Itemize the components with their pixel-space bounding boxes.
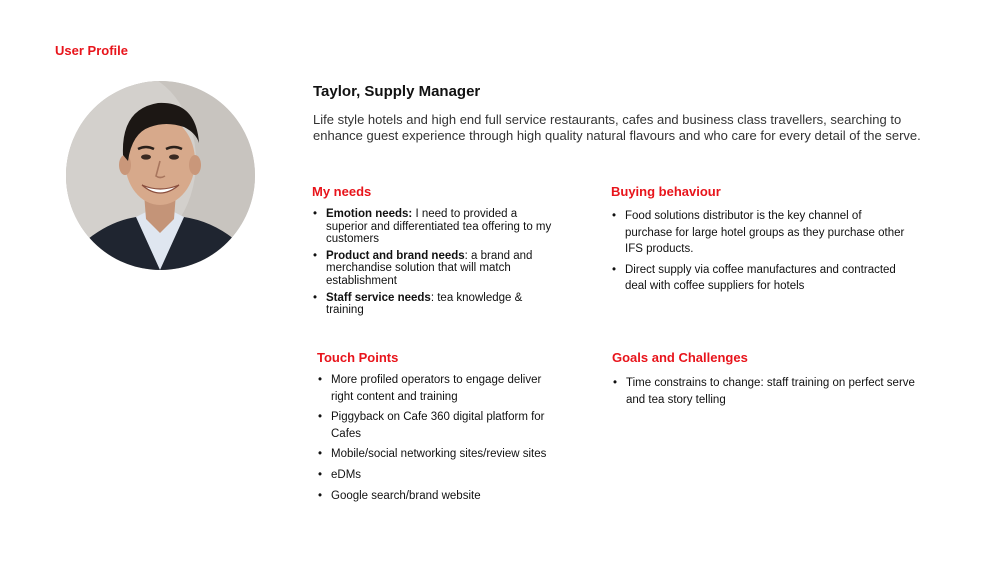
list-item-bold: Staff service needs [326,291,431,304]
list-item: • Google search/brand website [317,488,547,505]
list-item-text: : tea knowledge & training [326,291,523,317]
list-item-text: I need to provided a superior and differentiated tea offering to my customers [326,208,552,246]
avatar [66,81,255,270]
list-item [312,208,552,246]
persona-name: Taylor, Supply Manager [313,83,481,100]
list-item-bold: Product and brand needs [326,249,465,262]
list-item: • Food solutions distributor is the key channel of purchase for large hotel groups as they purchase other IFS products. [611,208,911,258]
list-item: • Piggyback on Cafe 360 digital platform for Cafes [317,409,547,442]
list-item: • Time constrains to change: staff training on perfect serve and tea story telling [612,375,932,408]
list-item: • Mobile/social networking sites/review sites [317,446,547,463]
person-photo-icon [66,81,255,270]
touch-points-title: Touch Points [317,350,399,365]
buying-list [611,208,911,299]
goals-title: Goals and Challenges [612,350,748,365]
list-item: • Direct supply via coffee manufactures and contracted deal with coffee suppliers for hotels [611,262,911,295]
list-item: • More profiled operators to engage deliver right content and training [317,372,547,405]
buying-title: Buying behaviour [611,184,721,199]
page-label: User Profile [55,43,128,58]
needs-list [312,208,552,321]
needs-title: My needs [312,184,372,199]
list-item [312,292,552,317]
list-item [312,250,552,288]
persona-description: Life style hotels and high end full service restaurants, cafes and business class travellers, searching to enhance guest experience through high quality natural flavours and who care for every detail of the serve. [313,112,921,143]
list-item-text: : a brand and merchandise solution that will match establishment [326,249,533,287]
list-item-bold: Emotion needs: [326,208,413,220]
touch-points-list [317,372,547,508]
list-item: • eDMs [317,467,547,484]
goals-list [612,375,932,408]
